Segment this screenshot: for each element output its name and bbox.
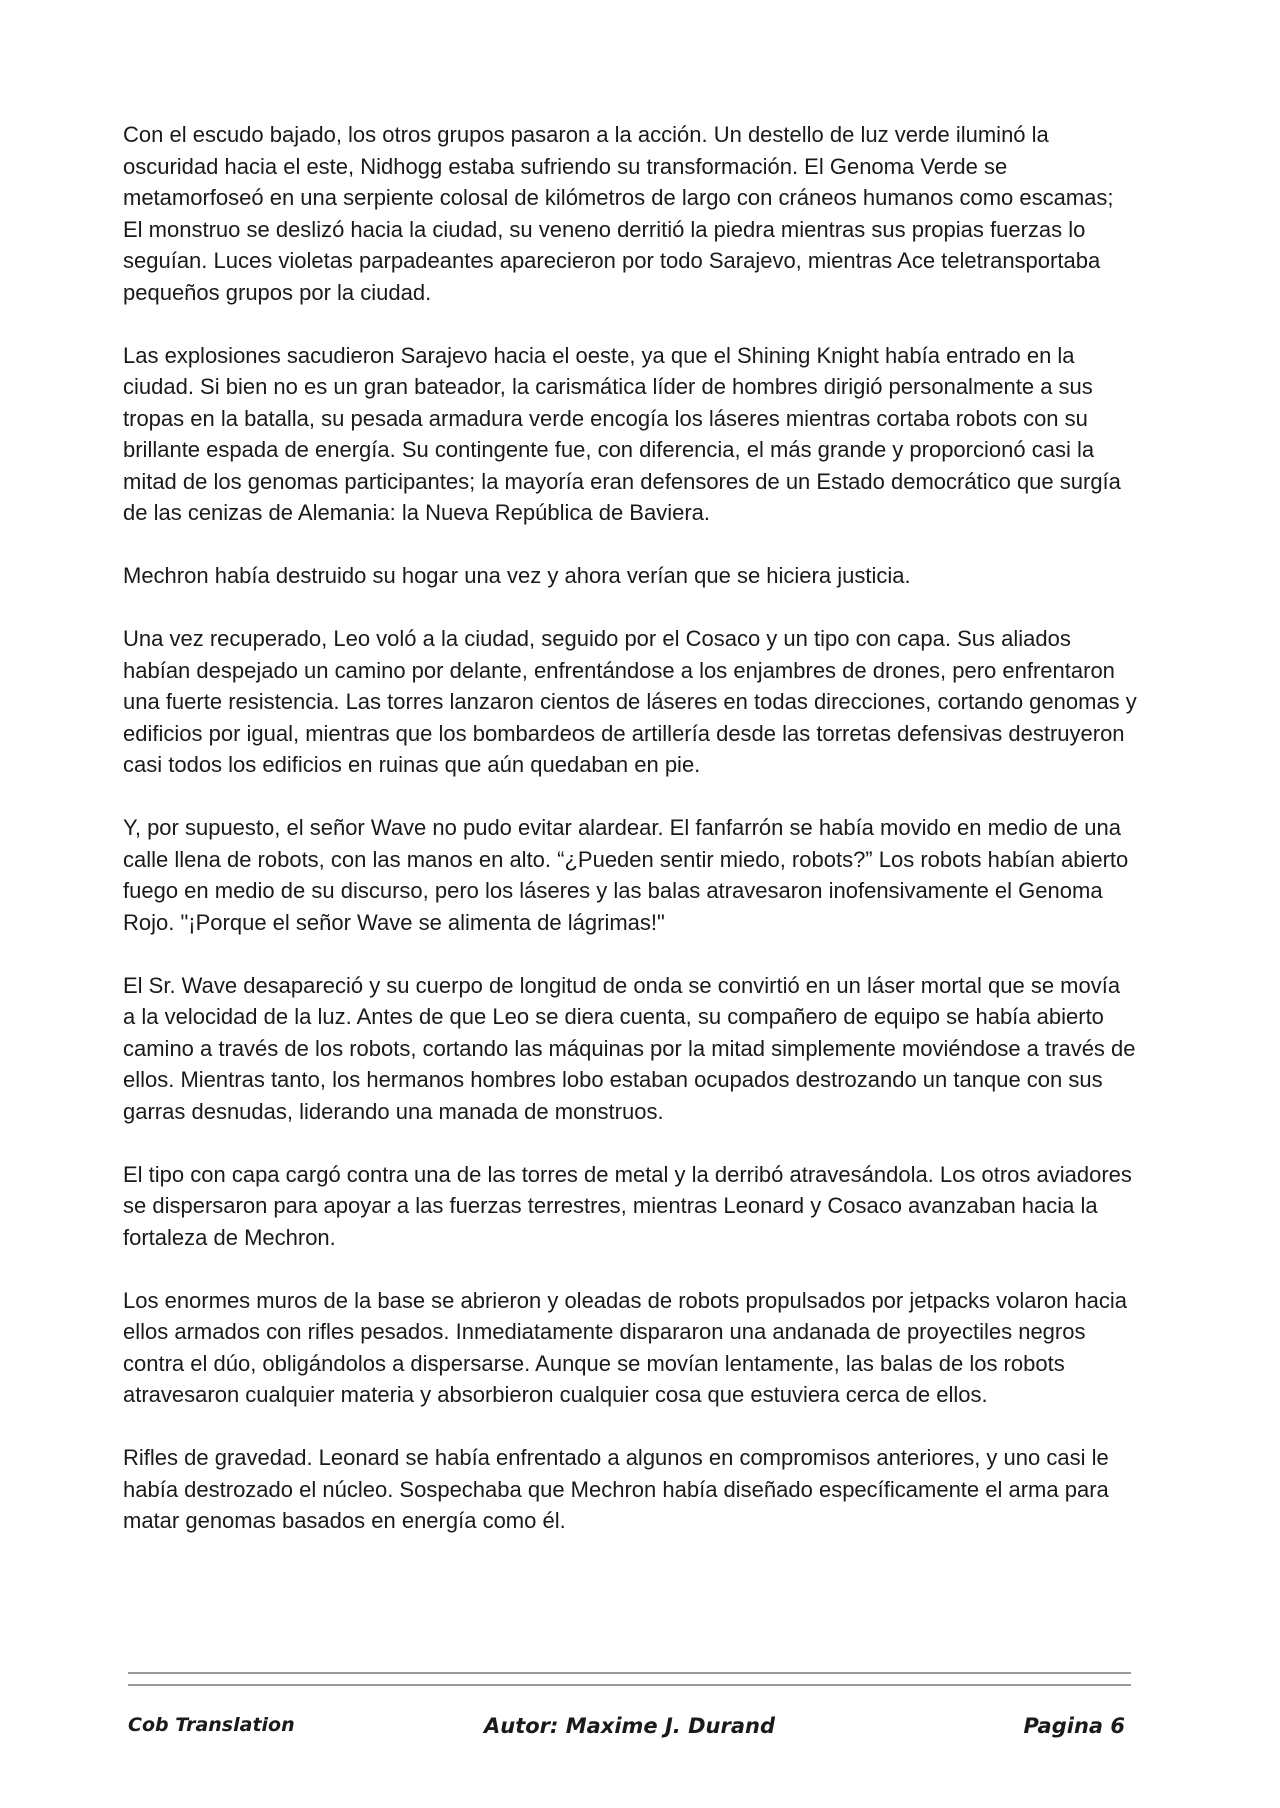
paragraph-4: Una vez recuperado, Leo voló a la ciudad, seguido por el Cosaco y un tipo con capa. Sus aliados habían despejado un camino por delante, enfrentándose a los enjambres de drones, pero enfrentaron una fuerte resistencia. Las torres lanzaron cientos de láseres en todas direcciones, cortando genomas y edificios por igual, mientras que los bombardeos de artillería desde las torretas defensivas destruyeron casi todos los edificios en ruinas que aún quedaban en pie. (123, 626, 1137, 777)
paragraph-5: Y, por supuesto, el señor Wave no pudo evitar alardear. El fanfarrón se había movido en medio de una calle llena de robots, con las manos en alto. “¿Pueden sentir miedo, robots?” Los robots habían abierto fuego en medio de su discurso, pero los láseres y las balas atravesaron inofensivamente el Genoma Rojo. "¡Porque el señor Wave se alimenta de lágrimas!" (123, 815, 1129, 935)
paragraph-7: El tipo con capa cargó contra una de las torres de metal y la derribó atravesándola. Los otros aviadores se dispersaron para apoyar a las fuerzas terrestres, mientras Leonard y Cosaco avanzaban hacia la fortaleza de Mechron. (123, 1161, 1132, 1250)
footer-author: Autor: Maxime J. Durand (484, 1714, 775, 1738)
footer-page-number: Pagina 6 (1023, 1714, 1125, 1738)
paragraph-3: Mechron había destruido su hogar una vez y ahora verían que se hiciera justicia. (123, 563, 911, 588)
paragraph-1: Con el escudo bajado, los otros grupos pasaron a la acción. Un destello de luz verde iluminó la oscuridad hacia el este, Nidhogg estaba sufriendo su transformación. El Genoma Verde se metamorfoseó en una serpiente colosal de kilómetros de largo con cráneos humanos como escamas; El monstruo se deslizó hacia la ciudad, su veneno derritió la piedra mientras sus propias fuerzas lo seguían. Luces violetas parpadeantes aparecieron por todo Sarajevo, mientras Ace teletransportaba pequeños grupos por la ciudad. (123, 122, 1114, 305)
paragraph-8: Los enormes muros de la base se abrieron y oleadas de robots propulsados por jetpacks volaron hacia ellos armados con rifles pesados. Inmediatamente dispararon una andanada de proyectiles negros contra el dúo, obligándolos a dispersarse. Aunque se movían lentamente, las balas de los robots atravesaron cualquier materia y absorbieron cualquier cosa que estuviera cerca de ellos. (123, 1287, 1128, 1407)
paragraph-2: Las explosiones sacudieron Sarajevo hacia el oeste, ya que el Shining Knight había entrado en la ciudad. Si bien no es un gran bateador, la carismática líder de hombres dirigió personalmente a sus tropas en la batalla, su pesada armadura verde encogía los láseres mientras cortaba robots con su brillante espada de energía. Su contingente fue, con diferencia, el más grande y proporcionó casi la mitad de los genomas participantes; la mayoría eran defensores de un Estado democrático que surgía de las cenizas de Alemania: la Nueva República de Baviera. (123, 342, 1121, 525)
paragraph-6: El Sr. Wave desapareció y su cuerpo de longitud de onda se convirtió en un láser mortal que se movía a la velocidad de la luz. Antes de que Leo se diera cuenta, su compañero de equipo se había abierto camino a través de los robots, cortando las máquinas por la mitad simplemente moviéndose a través de ellos. Mientras tanto, los hermanos hombres lobo estaban ocupados destrozando un tanque con sus garras desnudas, liderando una manada de monstruos. (123, 972, 1136, 1124)
paragraph-9: Rifles de gravedad. Leonard se había enfrentado a algunos en compromisos anteriores, y uno casi le había destrozado el núcleo. Sospechaba que Mechron había diseñado específicamente el arma para matar genomas basados en energía como él. (123, 1445, 1109, 1533)
footer-divider-bottom (128, 1684, 1131, 1686)
page-footer (128, 1714, 1131, 1748)
body-text (123, 119, 1138, 1568)
footer-divider-top (128, 1672, 1131, 1674)
footer-translator: Cob Translation (128, 1714, 295, 1736)
